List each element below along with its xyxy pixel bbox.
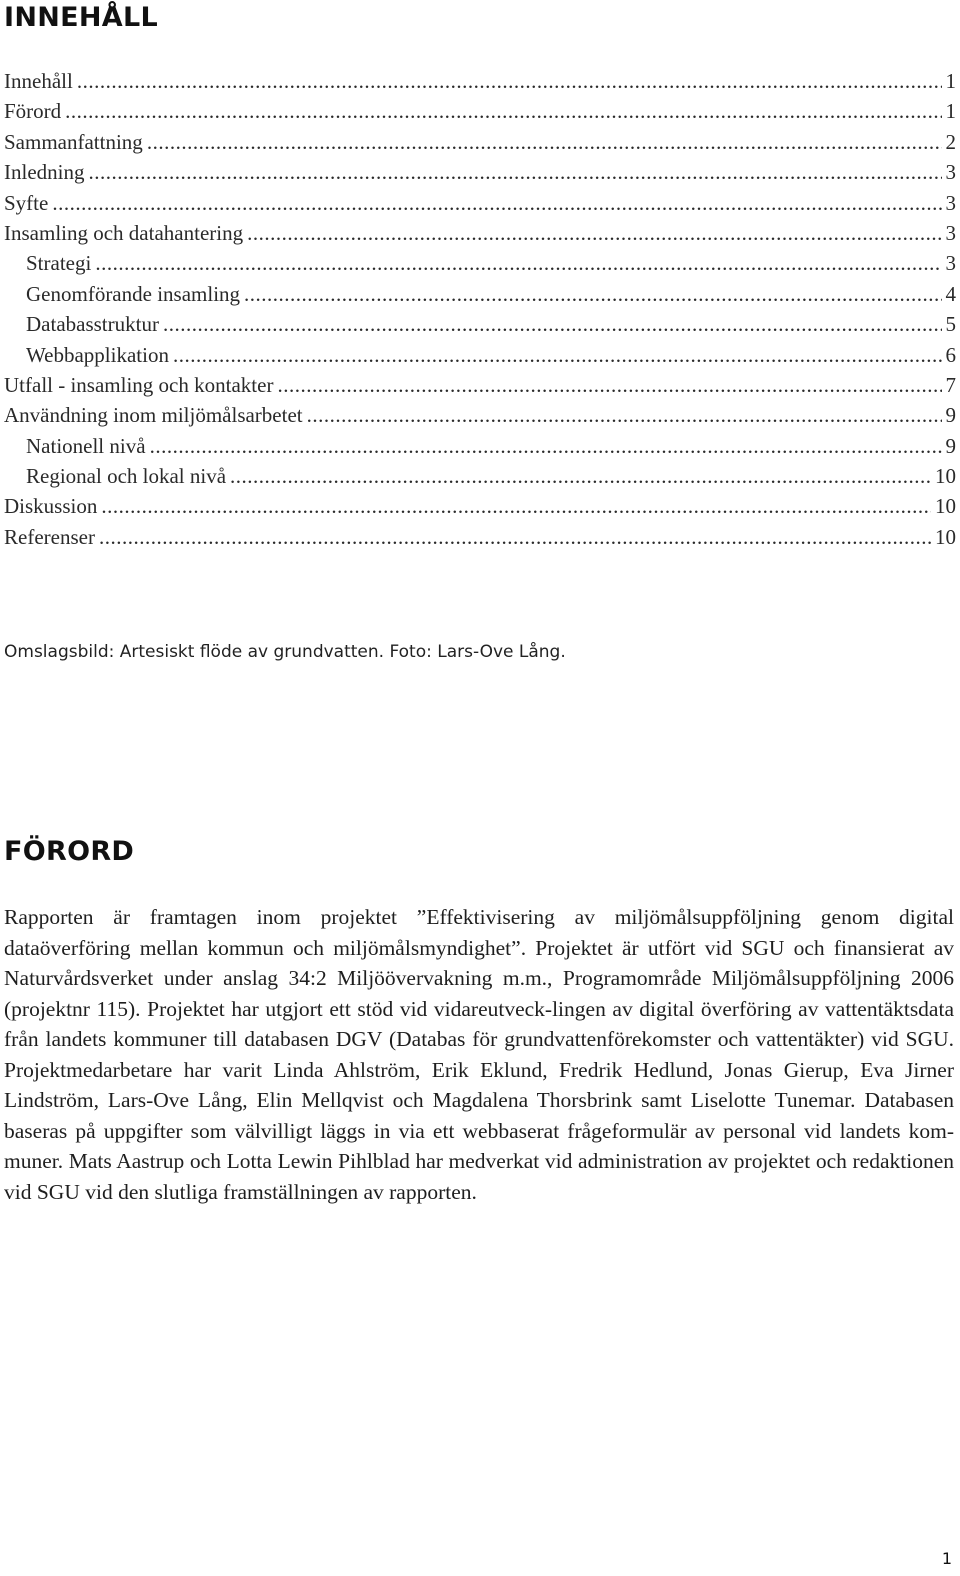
toc-entry <box>4 461 956 491</box>
toc-entry-label: Insamling och datahantering <box>4 220 244 245</box>
toc-entry-page: 2 <box>945 129 956 154</box>
toc-entry <box>4 491 956 521</box>
toc-entry <box>4 522 956 552</box>
toc-entry-label: Sammanfattning <box>4 129 143 154</box>
toc-entry <box>4 127 956 157</box>
toc-entry-page: 5 <box>945 312 956 337</box>
toc-leader-dots <box>88 157 941 187</box>
toc-entry-label: Utfall - insamling och kontakter <box>4 372 274 397</box>
toc-leader-dots <box>173 340 942 370</box>
toc-entry-label: Förord <box>4 99 62 124</box>
cover-caption: Omslagsbild: Artesiskt flöde av grundvatten. Foto: Lars-Ove Lång. <box>4 642 566 662</box>
toc-entry <box>4 340 956 370</box>
toc-leader-dots <box>307 400 942 430</box>
toc-leader-dots <box>244 279 941 309</box>
toc-entry <box>4 157 956 187</box>
toc-entry-label: Webbapplikation <box>26 342 169 367</box>
toc-entry <box>4 309 956 339</box>
toc-leader-dots <box>101 491 931 521</box>
toc-entry <box>4 218 956 248</box>
toc-entry <box>4 279 956 309</box>
toc-entry-page: 10 <box>935 494 956 519</box>
toc-entry <box>4 66 956 96</box>
toc-entry-page: 4 <box>945 281 956 306</box>
toc-leader-dots <box>77 66 942 96</box>
toc-entry-page: 9 <box>945 433 956 458</box>
toc-entry-page: 3 <box>945 160 956 185</box>
toc-entry-label: Databasstruktur <box>26 312 159 337</box>
toc-entry-label: Inledning <box>4 160 85 185</box>
toc-leader-dots <box>65 96 941 126</box>
toc-leader-dots <box>247 218 941 248</box>
foreword-heading: FÖRORD <box>4 836 135 867</box>
toc-entry <box>4 431 956 461</box>
toc-entry-page: 6 <box>945 342 956 367</box>
toc-leader-dots <box>95 248 941 278</box>
toc-entry-page: 1 <box>945 99 956 124</box>
toc-entry-page: 3 <box>945 220 956 245</box>
toc-heading: INNEHÅLL <box>4 2 158 33</box>
toc-entry-label: Regional och lokal nivå <box>26 464 227 489</box>
toc-entry-label: Diskussion <box>4 494 98 519</box>
toc-entry <box>4 96 956 126</box>
toc-entry-label: Användning inom miljömålsarbetet <box>4 403 303 428</box>
toc-leader-dots <box>277 370 941 400</box>
toc-entry-page: 10 <box>935 464 956 489</box>
toc-leader-dots <box>99 522 931 552</box>
toc-entry-label: Innehåll <box>4 69 73 93</box>
page-number: 1 <box>941 1549 952 1568</box>
toc-entry-page: 10 <box>935 524 956 549</box>
toc-entry-label: Genomförande insamling <box>26 281 241 306</box>
foreword-text: Rapporten är framtagen inom projektet ”Effektivisering av miljömålsuppföljning genom digital dataöverföring mellan kommun och miljömålsmyndighet”. Projektet är utfört vid SGU och finansierat av Naturvårdsverket under anslag 34:2 Miljöövervakning m.m., Programområde Miljömålsuppföljning 2006 (projektnr 115). Projektet har utgjort ett stöd vid vidareutveck-lingen av digital överföring av vattentäktsdata från landets kommuner till databasen DGV (Databas för grundvattenförekomster och vattentäkter) vid SGU. Projektmedarbetare har varit Linda Ahlström, Erik Eklund, Fredrik Hedlund, Jonas Gierup, Eva Jirner Lindström, Lars-Ove Lång, Elin Mellqvist och Magdalena Thorsbrink samt Liselotte Tunemar. Databasen baseras på uppgifter som välvilligt läggs in via ett webbaserat frågeformulär av personal vid landets kom-muner. Mats Aastrup och Lotta Lewin Pihlblad har medverkat vid administration av projektet och redaktionen vid SGU vid den slutliga framställningen av rapporten. <box>4 905 954 1204</box>
toc-entry-page: 3 <box>945 251 956 276</box>
toc-entry <box>4 188 956 218</box>
toc-entry <box>4 248 956 278</box>
toc-leader-dots <box>163 309 942 339</box>
toc-entry-page: 7 <box>945 372 956 397</box>
toc-leader-dots <box>230 461 931 491</box>
toc-leader-dots <box>147 127 942 157</box>
toc-entry-label: Strategi <box>26 251 92 276</box>
toc-leader-dots <box>150 431 942 461</box>
toc-entry-page: 1 <box>945 69 956 93</box>
toc-entry-page: 3 <box>945 190 956 215</box>
toc-entry <box>4 400 956 430</box>
toc-leader-dots <box>52 188 941 218</box>
table-of-contents <box>4 66 956 552</box>
toc-entry <box>4 370 956 400</box>
toc-entry-label: Referenser <box>4 524 95 549</box>
toc-entry-label: Syfte <box>4 190 49 215</box>
toc-entry-label: Nationell nivå <box>26 433 146 458</box>
toc-entry-page: 9 <box>945 403 956 428</box>
